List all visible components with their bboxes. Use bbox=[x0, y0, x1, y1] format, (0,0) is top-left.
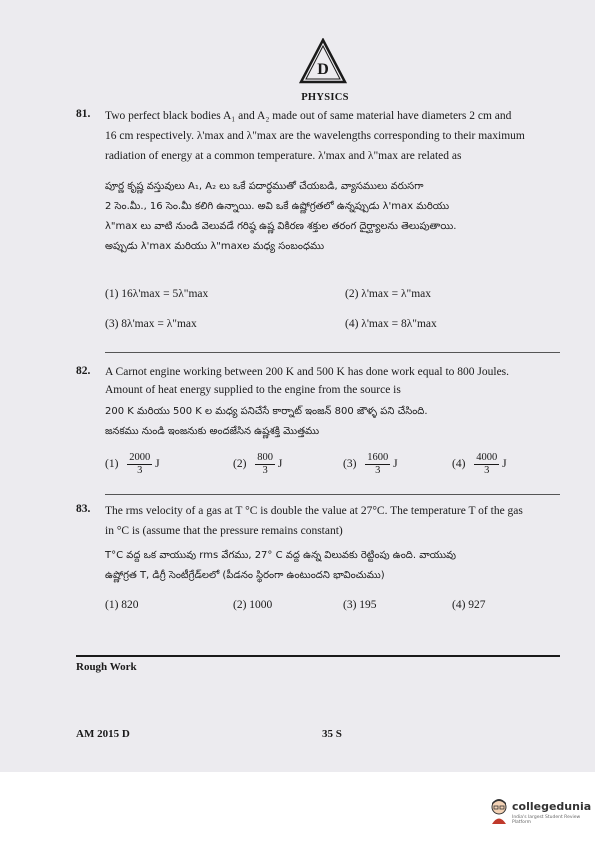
q82-option-2-denominator: 3 bbox=[262, 465, 268, 476]
q82-option-3-label: (3) bbox=[343, 458, 357, 471]
q82-en-line2: Amount of heat energy supplied to the engine from the source is bbox=[105, 384, 401, 396]
q82-option-1-numerator: 2000 bbox=[129, 452, 151, 463]
divider bbox=[105, 352, 560, 353]
question-82-telugu bbox=[105, 402, 570, 442]
q81-en-line2: 16 cm respectively. λ'max and λ"max are the wavelengths corresponding to their maximum bbox=[105, 130, 525, 142]
question-82-number: 82. bbox=[76, 365, 91, 377]
q82-option-2-unit: J bbox=[277, 458, 283, 471]
q82-option-1-denominator: 3 bbox=[137, 465, 143, 476]
footer-code: AM 2015 D bbox=[76, 728, 130, 740]
collegedunia-watermark bbox=[488, 797, 592, 827]
q81-te-line1: పూర్ణ కృష్ణ వస్తువులు A₁, A₂ లు ఒకే పదార్ధముతో చేయబడి, వ్యాసములు వరుసగా bbox=[105, 181, 424, 192]
q81-option-2[interactable]: (2) λ'max = λ"max bbox=[345, 288, 432, 300]
q82-option-4[interactable] bbox=[452, 452, 507, 477]
question-83-english bbox=[105, 501, 570, 541]
q82-option-3-denominator: 3 bbox=[375, 465, 381, 476]
q83-en-line1: The rms velocity of a gas at T °C is double the value at 27°C. The temperature T of the gas bbox=[105, 505, 523, 517]
q82-option-1-unit: J bbox=[155, 458, 160, 471]
q81-en-line1: Two perfect black bodies A₁ and A₂ made out of same material have diameters 2 cm and bbox=[105, 110, 512, 122]
divider bbox=[105, 494, 560, 495]
q82-option-2-fraction bbox=[255, 452, 275, 477]
q82-en-line1: A Carnot engine working between 200 K and 500 K has done work equal to 800 Joules. bbox=[105, 366, 510, 378]
page-number: 35 S bbox=[322, 728, 342, 740]
q82-option-4-label: (4) bbox=[452, 458, 466, 471]
brand-name: collegedunia bbox=[512, 800, 592, 813]
q83-option-2[interactable]: (2) 1000 bbox=[233, 599, 273, 611]
q82-te-line2: జనకము నుండి ఇంజనుకు అందజేసిన ఉష్ణశక్తి మొత్తము bbox=[105, 426, 320, 437]
q81-option-4[interactable]: (4) λ'max = 8λ"max bbox=[345, 318, 437, 330]
q81-te-line4: అప్పుడు λ'max మరియు λ"maxల మధ్య సంబంధము bbox=[105, 241, 325, 252]
q83-en-line2: in °C is (assume that the pressure remains constant) bbox=[105, 525, 343, 537]
question-83-number: 83. bbox=[76, 503, 91, 515]
paper-code-letter: D bbox=[317, 61, 329, 78]
student-avatar-icon bbox=[488, 797, 510, 825]
question-81-telugu bbox=[105, 177, 570, 257]
q82-option-2[interactable] bbox=[233, 452, 282, 477]
question-81-number: 81. bbox=[76, 108, 91, 120]
question-81-english bbox=[105, 106, 570, 166]
q82-option-1-fraction bbox=[127, 452, 152, 477]
section-title: PHYSICS bbox=[301, 92, 349, 103]
q81-te-line3: λ"max లు వాటి నుండి వెలువడే గరిష్ఠ ఉష్ణ వికిరణ శక్తుల తరంగ దైర్ఘ్యాలను తెలుపుతాయి. bbox=[105, 221, 457, 232]
rough-work-divider bbox=[76, 655, 560, 657]
q81-option-3[interactable]: (3) 8λ'max = λ"max bbox=[105, 318, 197, 330]
question-82-english bbox=[105, 363, 570, 399]
q81-en-line3: radiation of energy at a common temperature. λ'max and λ"max are related as bbox=[105, 150, 462, 162]
q82-option-3-numerator: 1600 bbox=[367, 452, 389, 463]
q82-option-1[interactable] bbox=[105, 452, 160, 477]
q83-te-line1: T°C వద్ద ఒక వాయువు rms వేగము, 27° C వద్ద ఉన్న విలువకు రెట్టింపు ఉంది. వాయువు bbox=[105, 550, 457, 561]
q83-option-4[interactable]: (4) 927 bbox=[452, 599, 486, 611]
q82-option-4-numerator: 4000 bbox=[476, 452, 498, 463]
q82-option-4-unit: J bbox=[502, 458, 507, 471]
q83-option-3[interactable]: (3) 195 bbox=[343, 599, 377, 611]
q82-option-3[interactable] bbox=[343, 452, 398, 477]
rough-work-label: Rough Work bbox=[76, 661, 137, 673]
question-83-telugu bbox=[105, 546, 570, 586]
triangle-badge bbox=[299, 38, 347, 84]
q82-option-3-fraction bbox=[365, 452, 390, 477]
q83-te-line2: ఉష్ణోగ్రత T, డిగ్రీ సెంటీగ్రేడ్‌లలో (పీడనం స్థిరంగా ఉంటుందని భావించుము) bbox=[105, 570, 385, 581]
q82-option-4-fraction bbox=[474, 452, 499, 477]
q82-option-1-label: (1) bbox=[105, 458, 119, 471]
q82-option-3-unit: J bbox=[393, 458, 398, 471]
q82-te-line1: 200 K మరియు 500 K ల మధ్య పనిచేసే కార్నాట్ ఇంజన్ 800 జౌళ్ళ పని చేసింది. bbox=[105, 406, 428, 417]
q82-option-4-denominator: 3 bbox=[484, 465, 490, 476]
brand-tagline: India's largest Student Review Platform bbox=[512, 815, 581, 825]
q83-option-1[interactable]: (1) 820 bbox=[105, 599, 139, 611]
q81-te-line2: 2 సెం.మీ., 16 సెం.మీ కలిగి ఉన్నాయి. అవి ఒకే ఉష్ణోగ్రతలో ఉన్నప్పుడు λ'max మరియు bbox=[105, 201, 450, 212]
q81-option-1[interactable]: (1) 16λ'max = 5λ"max bbox=[105, 288, 209, 300]
q82-option-2-label: (2) bbox=[233, 458, 247, 471]
q82-option-2-numerator: 800 bbox=[257, 452, 274, 463]
